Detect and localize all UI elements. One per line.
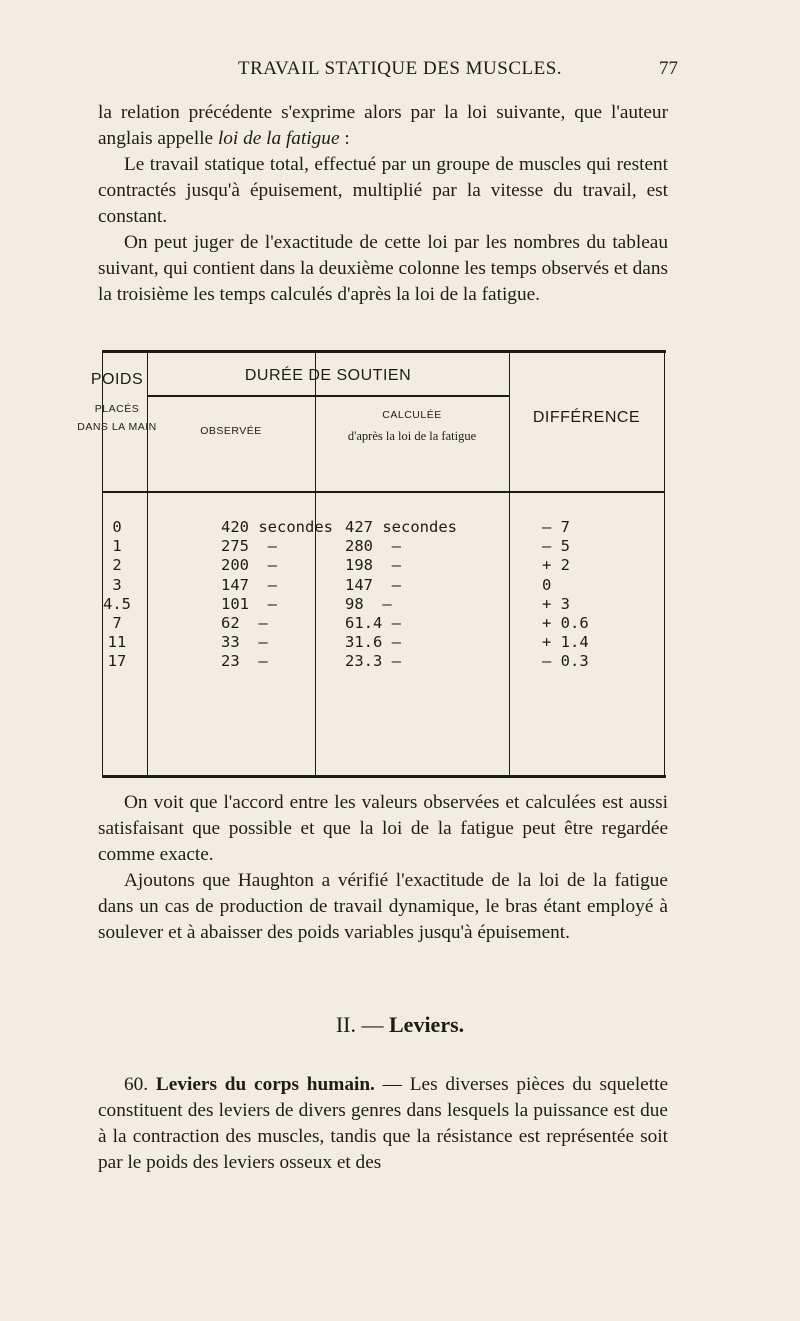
header-dans-la-main: DANS LA MAIN [77, 421, 157, 433]
cell-poids: 2 [112, 556, 122, 575]
cell-difference: — 0.3 [542, 652, 589, 671]
column-difference [542, 518, 642, 672]
cell-poids: 17 [107, 652, 127, 671]
cell-poids: 7 [112, 613, 122, 632]
cell-difference: + 0.6 [542, 613, 589, 632]
cell-difference: + 2 [542, 556, 570, 575]
cell-calculee: 147 — [345, 575, 401, 594]
column-calculee [345, 518, 515, 672]
header-calculee: CALCULÉE [382, 409, 442, 421]
section-number: II. — [335, 1012, 389, 1037]
cell-difference: + 3 [542, 594, 570, 613]
running-title: TRAVAIL STATIQUE DES MUSCLES. [237, 58, 563, 79]
header-duree: DURÉE DE SOUTIEN [244, 367, 412, 384]
cell-observee: 147 — [221, 575, 277, 594]
cell-calculee: 23.3 — [345, 652, 401, 671]
paragraph-4: On voit que l'accord entre les valeurs observées et calculées est aussi satisfaisant que possible et que la loi de la fatigue peut être regardée comme exacte. [98, 792, 668, 865]
section-name: Leviers. [389, 1012, 465, 1037]
paragraph-3: On peut juger de l'exactitude de cette loi par les nombres du tableau suivant, qui contient dans la deuxième colonne les temps observés et dans la troisième les temps calculés d'après la loi de la fatigue. [98, 232, 668, 305]
cell-poids: 1 [112, 537, 122, 556]
cell-observee: 23 — [221, 652, 268, 671]
header-calculee-sub: d'après la loi de la fatigue [347, 429, 477, 443]
paragraph-1 [98, 100, 668, 152]
cell-poids: 4.5 [103, 594, 131, 613]
header-places: PLACÉS [94, 403, 140, 415]
cell-observee: 62 — [221, 613, 268, 632]
article-number: 60. [124, 1074, 156, 1095]
cell-calculee: 280 — [345, 537, 401, 556]
paragraph-1-text: la relation précédente s'exprime alors par la loi suivante, que l'auteur anglais appelle [98, 102, 668, 149]
cell-difference: + 1.4 [542, 633, 589, 652]
cell-observee: 200 — [221, 556, 277, 575]
page-header [0, 58, 800, 88]
paragraph-2: Le travail statique total, effectué par un groupe de muscles qui restent contractés jusqu'à épuisement, multiplié par la vitesse du travail, est constant. [98, 154, 668, 227]
cell-poids: 0 [112, 518, 122, 536]
header-difference: DIFFÉRENCE [532, 409, 641, 426]
cell-difference: — 5 [542, 537, 570, 556]
cell-difference: 0 [542, 575, 552, 594]
table-header-rule [102, 491, 664, 493]
cell-calculee: 198 — [345, 556, 401, 575]
paragraph-1-end: : [339, 128, 350, 149]
cell-difference: — 7 [542, 518, 570, 536]
header-observee: OBSERVÉE [200, 425, 262, 437]
article-title: Leviers du corps humain. [155, 1074, 375, 1095]
cell-calculee: 61.4 — [345, 613, 401, 632]
cell-poids: 11 [107, 633, 127, 652]
cell-observee: 420 secondes [221, 518, 333, 536]
column-poids [72, 518, 162, 672]
paragraph-6 [98, 1072, 668, 1176]
law-name-italic: loi de la fatigue [217, 128, 340, 149]
cell-poids: 3 [112, 575, 122, 594]
paragraph-5: Ajoutons que Haughton a vérifié l'exactitude de la loi de la fatigue dans un cas de production de travail dynamique, le bras étant employé à soulever et à abaisser des poids variables jusqu'à épuisement. [98, 870, 668, 943]
cell-calculee: 98 — [345, 594, 392, 613]
data-table [77, 350, 666, 778]
table-border-right [664, 353, 665, 775]
article-text: — Les diverses pièces du squelette constituent des leviers de divers genres dans lesquels la puissance est due à la contraction des muscles, tandis que la résistance est représentée soit par le poids des leviers osseux et des [98, 1074, 669, 1173]
section-title [0, 1012, 800, 1038]
cell-observee: 33 — [221, 633, 268, 652]
cell-observee: 101 — [221, 594, 277, 613]
cell-observee: 275 — [221, 537, 277, 556]
table-subheader-rule [147, 395, 509, 397]
header-poids: POIDS [90, 371, 144, 388]
cell-calculee: 31.6 — [345, 633, 401, 652]
page-number: 77 [659, 58, 678, 79]
cell-calculee: 427 secondes [345, 518, 457, 536]
